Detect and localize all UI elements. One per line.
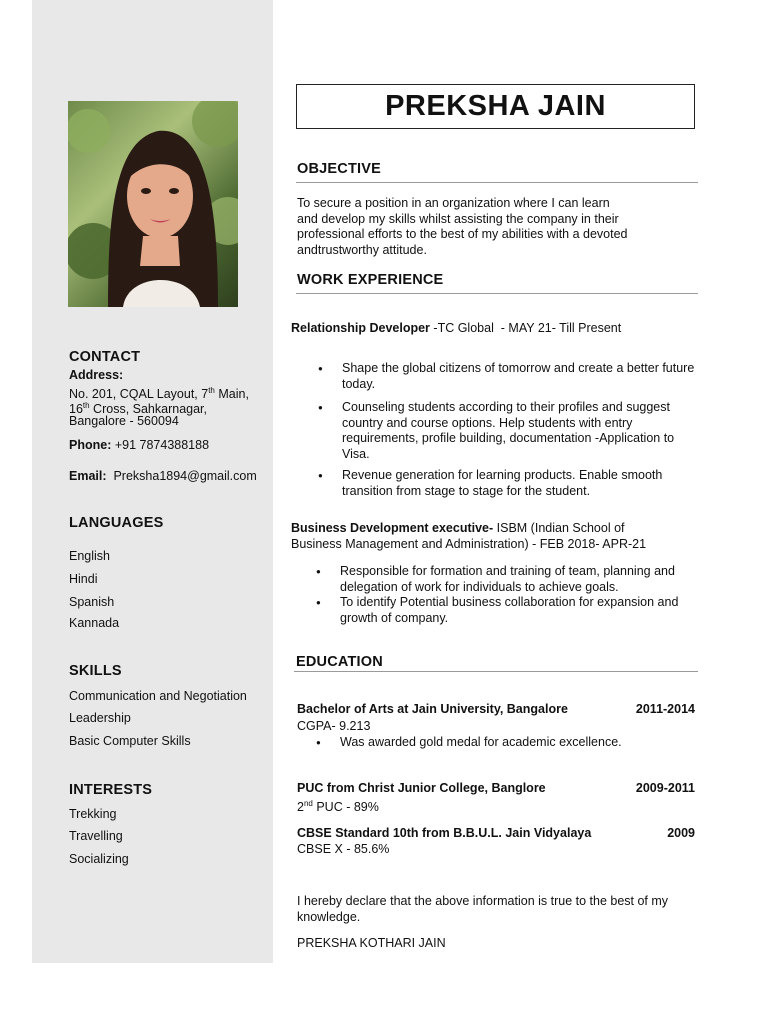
name-title: PREKSHA JAIN <box>296 84 695 129</box>
education-row: CBSE Standard 10th from B.B.U.L. Jain Vidyalaya 2009 <box>297 826 695 840</box>
job-bullets <box>318 361 703 499</box>
interest-item: Trekking <box>69 807 117 821</box>
list-item: ● Was awarded gold medal for academic excellence. <box>316 735 622 749</box>
job-title-line: Business Development executive- ISBM (Indian School of Business Management and Administration) - FEB 2018- APR-21 <box>291 521 647 551</box>
profile-portrait-icon <box>68 101 238 307</box>
declaration-text: I hereby declare that the above information is true to the best of my knowledge. <box>297 894 669 924</box>
address-line-2: 16th Cross, Sahkarnagar, <box>69 401 207 417</box>
list-item: ● Counseling students according to their profiles and suggest country and course options. Help students with entry requirements, profile building, documentation -Application to Visa. <box>318 400 675 461</box>
education-heading: EDUCATION <box>296 654 383 670</box>
list-item: ● Responsible for formation and training of team, planning and delegation of work for individuals to achieve goals. <box>316 564 675 594</box>
language-item: Kannada <box>69 616 120 630</box>
phone: Phone: +91 7874388188 <box>69 438 210 452</box>
list-item: ● Shape the global citizens of tomorrow and create a better future today. <box>318 361 695 391</box>
objective-divider <box>296 182 698 183</box>
education-row: Bachelor of Arts at Jain University, Bangalore 2011-2014 <box>297 702 695 716</box>
list-item: ● To identify Potential business collaboration for expansion and growth of company. <box>316 595 679 625</box>
education-detail: CBSE X - 85.6% <box>297 842 390 856</box>
contact-heading: CONTACT <box>69 349 141 365</box>
skill-item: Leadership <box>69 711 131 725</box>
profile-photo <box>68 101 238 307</box>
address-label: Address: <box>69 368 124 382</box>
education-row: PUC from Christ Junior College, Banglore 2009-2011 <box>297 781 695 795</box>
work-experience-heading: WORK EXPERIENCE <box>297 272 444 288</box>
work-divider <box>296 293 698 294</box>
signature: PREKSHA KOTHARI JAIN <box>297 936 446 950</box>
skill-item: Basic Computer Skills <box>69 734 191 748</box>
interest-item: Travelling <box>69 829 123 843</box>
skill-item: Communication and Negotiation <box>69 689 247 703</box>
list-item: ● Revenue generation for learning products. Enable smooth transition from stage to stage for the student. <box>318 468 663 498</box>
address-line-1: No. 201, CQAL Layout, 7th Main, <box>69 386 249 402</box>
language-item: Spanish <box>69 595 115 609</box>
job-bullets <box>316 564 704 626</box>
objective-heading: OBJECTIVE <box>297 161 381 177</box>
education-detail: CGPA- 9.213 <box>297 719 371 733</box>
objective-text: To secure a position in an organization where I can learn and develop my skills whilst assisting the company in their professional efforts to the best of my abilities with a devoted andtrustworthy attitude. <box>297 196 628 257</box>
address-line-3: Bangalore - 560094 <box>69 414 179 428</box>
interest-item: Socializing <box>69 852 129 866</box>
interests-heading: INTERESTS <box>69 782 153 798</box>
language-item: Hindi <box>69 572 98 586</box>
education-detail: 2nd PUC - 89% <box>297 799 379 815</box>
email: Email: Preksha1894@gmail.com <box>69 469 257 483</box>
education-divider <box>294 671 698 672</box>
languages-heading: LANGUAGES <box>69 515 164 531</box>
skills-heading: SKILLS <box>69 663 122 679</box>
education-bullets <box>316 735 696 751</box>
language-item: English <box>69 549 110 563</box>
job-title-line: Relationship Developer -TC Global - MAY 21- Till Present <box>291 321 622 335</box>
